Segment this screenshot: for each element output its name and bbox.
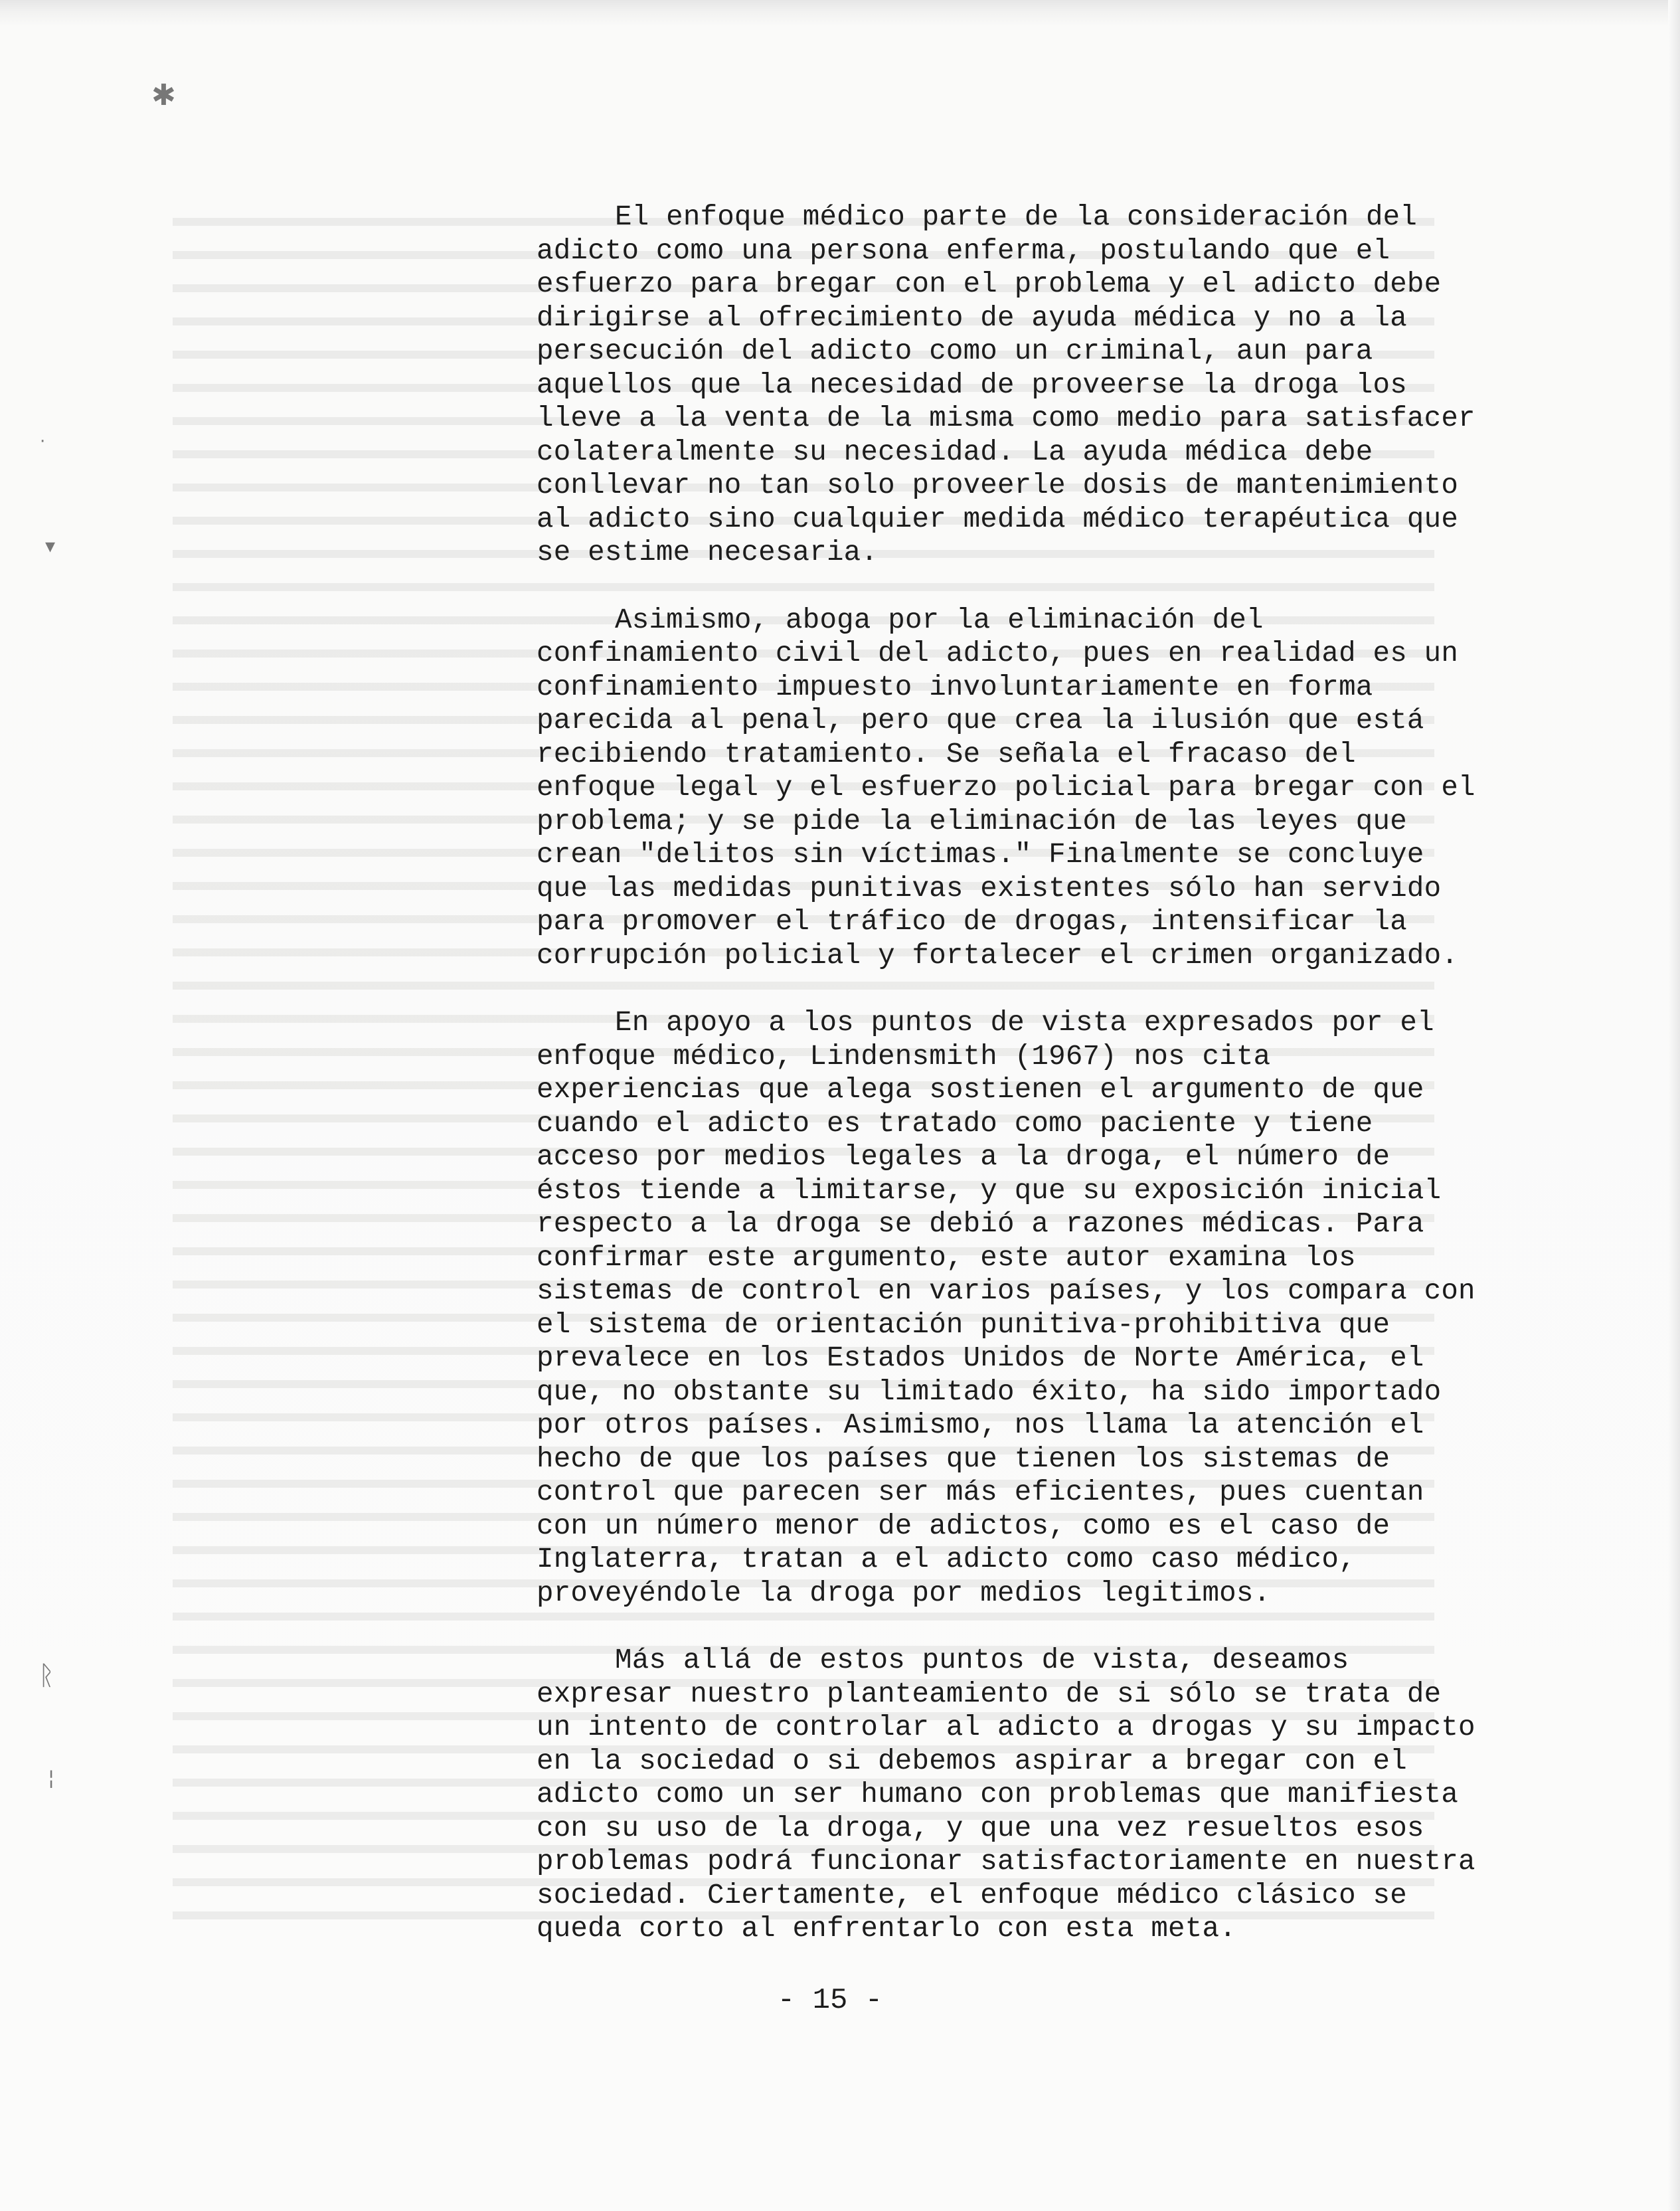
speck-mark: ¦ [48, 1767, 55, 1790]
paragraph-1: El enfoque médico parte de la consideración del adicto como una persona enferma, postulando que el esfuerzo para bregar con el problema y el adicto debe dirigirse al ofrecimiento de ayuda médica y no a la persecución del adicto como un criminal, aun para aquellos que la necesidad de proveerse la droga los lleve a la venta de la misma como medio para satisfacer colateralmente su necesidad. La ayuda médica debe conllevar no tan solo proveerle dosis de mantenimiento al adicto sino cualquier medida médico terapéutica que se estime necesaria. [537, 201, 1475, 569]
page-edge-shadow [1668, 0, 1680, 2211]
paragraph-2: Asimismo, aboga por la eliminación del confinamiento civil del adicto, pues en realidad es un confinamiento impuesto involuntariamente en forma parecida al penal, pero que crea la ilusión que está recibiendo tratamiento. Se señala el fracaso del enfoque legal y el esfuerzo policial para bregar con el problema; y se pide la eliminación de las leyes que crean "delitos sin víctimas." Finalmente se concluye que las medidas punitivas existentes sólo han servido para promover el tráfico de drogas, intensificar la corrupción policial y fortalecer el crimen organizado. [537, 604, 1475, 972]
speck-mark: ᚱ [39, 1660, 54, 1691]
speck-mark: · [40, 432, 46, 452]
paragraph-4: Más allá de estos puntos de vista, deseamos expresar nuestro planteamiento de si sólo se trata de un intento de controlar al adicto a drogas y su impacto en la sociedad o si debemos aspirar a bregar con el adicto como un ser humano con problemas que manifiesta con su uso de la droga, y que una vez resueltos esos problemas podrá funcionar satisfactoriamente en nuestra sociedad. Ciertamente, el enfoque médico clásico se queda corto al enfrentarlo con esta meta. [537, 1644, 1475, 1945]
paragraph-3: En apoyo a los puntos de vista expresados por el enfoque médico, Lindensmith (1967) nos cita experiencias que alega sostienen el argumento de que cuando el adicto es tratado como paciente y tiene acceso por medios legales a la droga, el número de éstos tiende a limitarse, y que su exposición inicial respecto a la droga se debió a razones médicas. Para confirmar este argumento, este autor examina los sistemas de control en varios países, y los compara con el sistema de orientación punitiva-prohibitiva que prevalece en los Estados Unidos de Norte América, el que, no obstante su limitado éxito, ha sido importado por otros países. Asimismo, nos llama la atención el hecho de que los países que tienen los sistemas de control que parecen ser más eficientes, pues cuentan con un número menor de adictos, como es el caso de Inglaterra, tratan a el adicto como caso médico, proveyéndole la droga por medios legitimos. [537, 1007, 1475, 1609]
document-body [537, 201, 1479, 1980]
page-number: - 15 - [777, 1984, 883, 2017]
speck-mark: ✱ [151, 78, 176, 112]
speck-mark: ▾ [45, 535, 56, 558]
